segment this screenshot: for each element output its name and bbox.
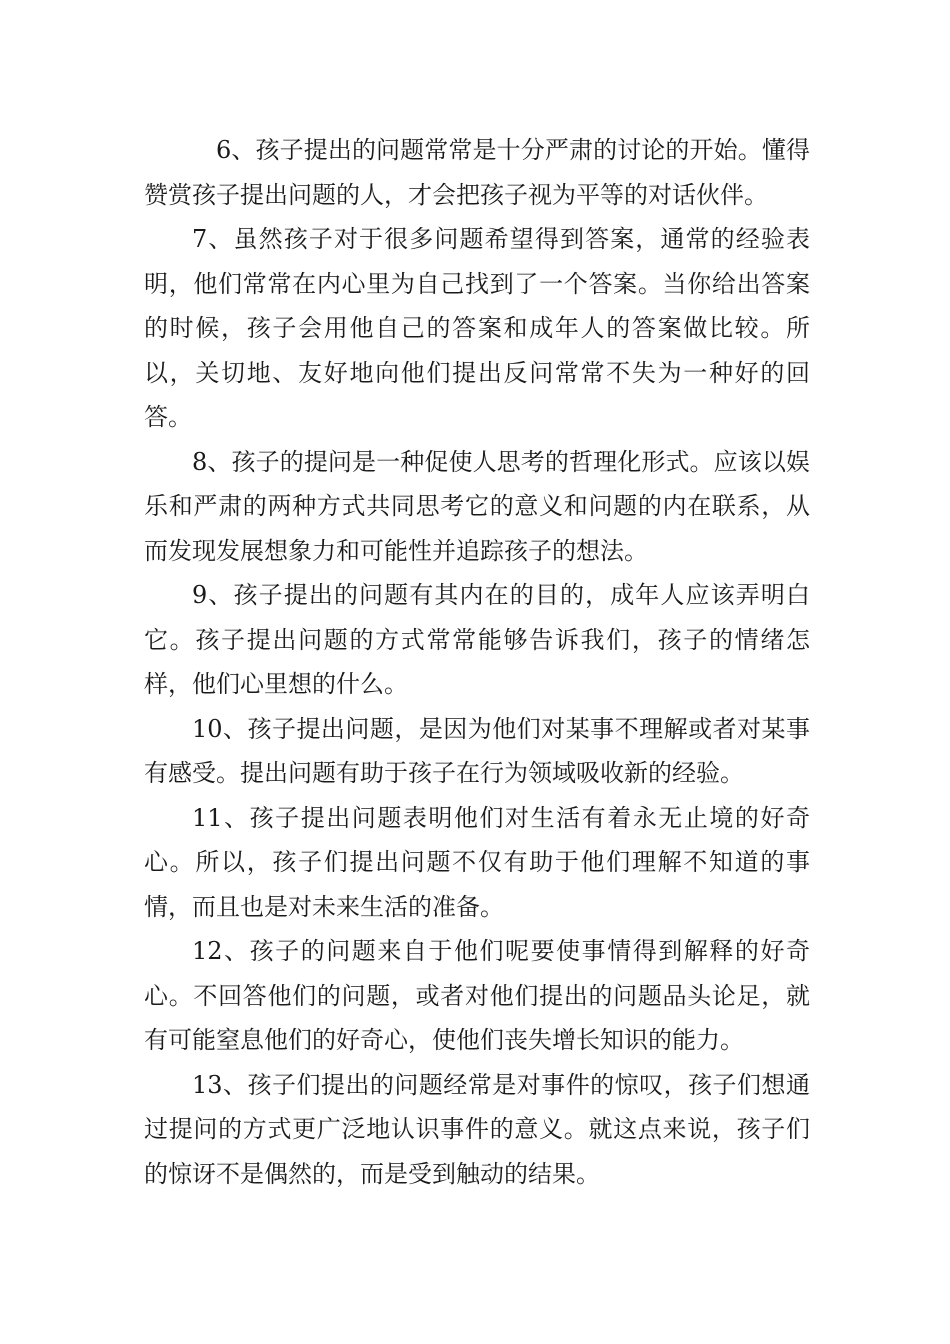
paragraph-13: 13、孩子们提出的问题经常是对事件的惊叹，孩子们想通过提问的方式更广泛地认识事件的意义。就这点来说，孩子们的惊讶不是偶然的，而是受到触动的结果。 [144, 1070, 810, 1188]
paragraph-6: 6、孩子提出的问题常常是十分严肃的讨论的开始。懂得赞赏孩子提出问题的人，才会把孩子视为平等的对话伙伴。 [144, 136, 810, 209]
paragraph-11: 11、孩子提出问题表明他们对生活有着永无止境的好奇心。所以，孩子们提出问题不仅有助于他们理解不知道的事情，而且也是对未来生活的准备。 [144, 803, 810, 921]
document-page [144, 128, 810, 1196]
paragraph-12: 12、孩子的问题来自于他们呢要使事情得到解释的好奇心。不回答他们的问题，或者对他们提出的问题品头论足，就有可能窒息他们的好奇心，使他们丧失增长知识的能力。 [144, 937, 810, 1054]
paragraph-7: 7、虽然孩子对于很多问题希望得到答案，通常的经验表明，他们常常在内心里为自己找到了一个答案。当你给出答案的时候，孩子会用他自己的答案和成年人的答案做比较。所以，关切地、友好地向他们提出反问常常不失为一种好的回答。 [144, 225, 810, 431]
paragraph-10: 10、孩子提出问题，是因为他们对某事不理解或者对某事有感受。提出问题有助于孩子在行为领域吸收新的经验。 [144, 714, 810, 787]
paragraph-9: 9、孩子提出的问题有其内在的目的，成年人应该弄明白它。孩子提出问题的方式常常能够告诉我们，孩子的情绪怎样，他们心里想的什么。 [144, 581, 810, 698]
paragraph-8: 8、孩子的提问是一种促使人思考的哲理化形式。应该以娱乐和严肃的两种方式共同思考它的意义和问题的内在联系，从而发现发展想象力和可能性并追踪孩子的想法。 [144, 447, 810, 565]
